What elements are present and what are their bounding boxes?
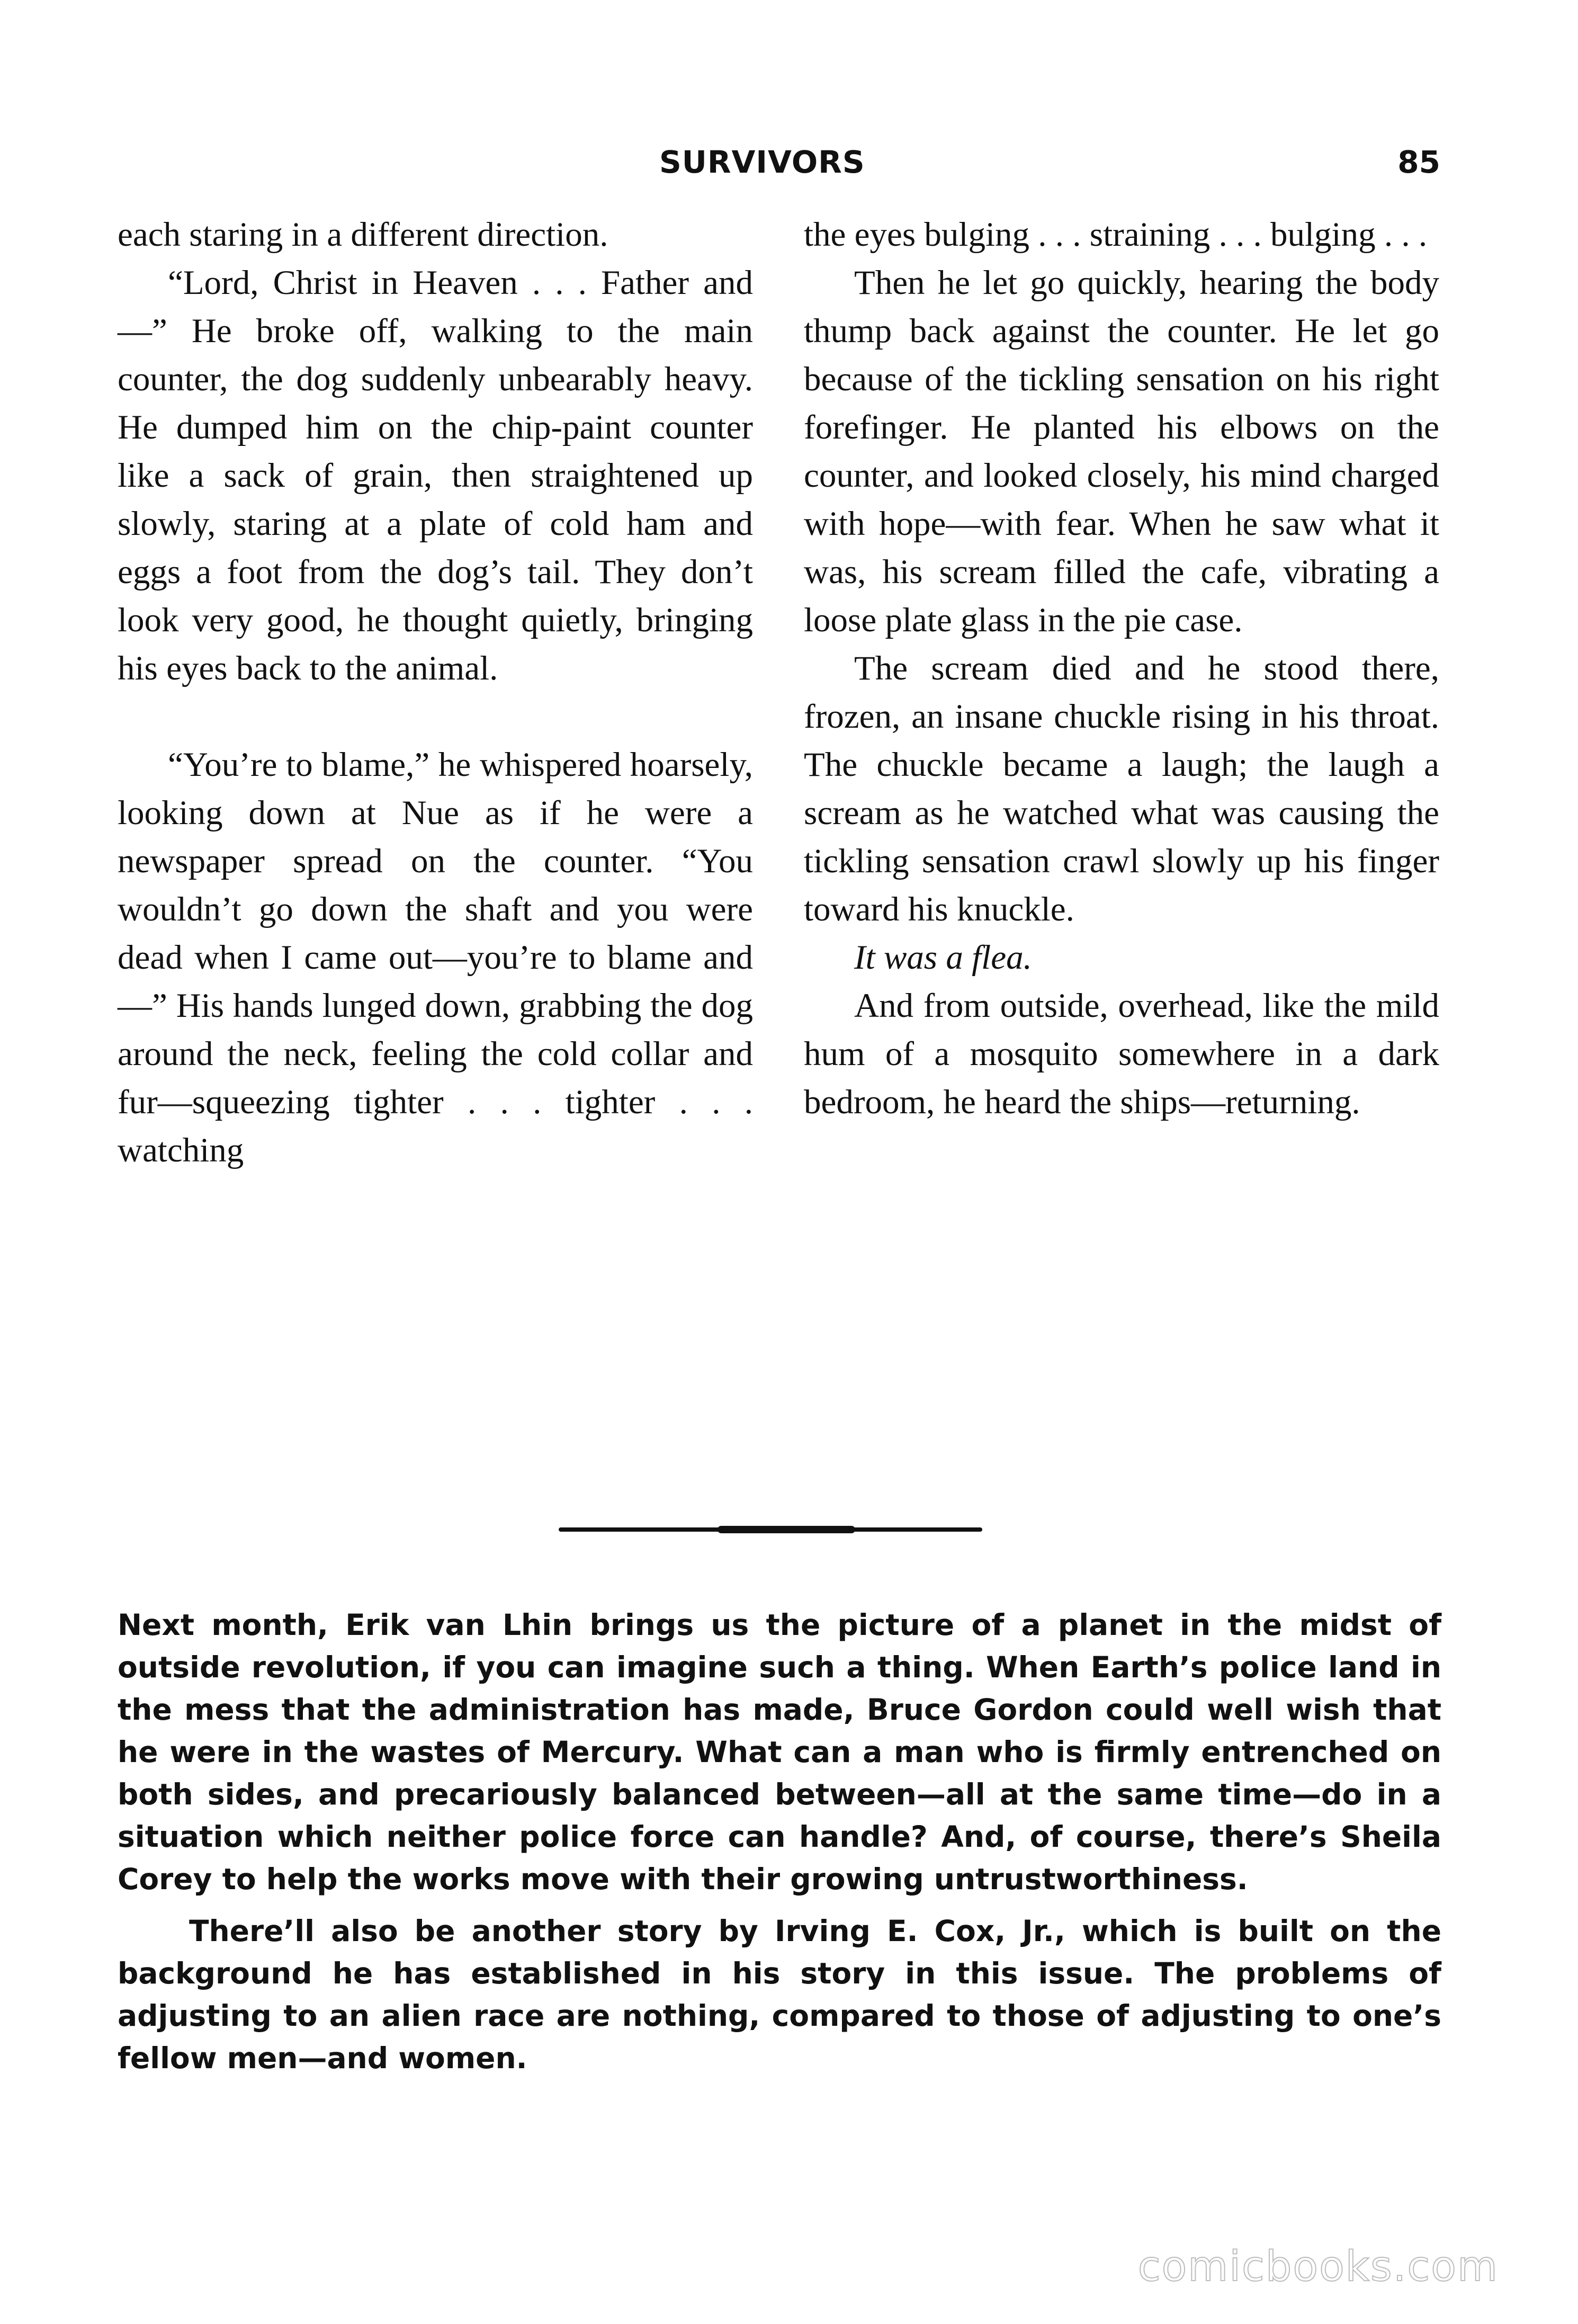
story-paragraph: each staring in a different direction. — [118, 216, 608, 254]
story-paragraph-italic: It was a flea. — [854, 938, 1032, 977]
section-divider-thick — [718, 1526, 855, 1533]
story-paragraph: the eyes bulging . . . straining . . . bulging . . . — [804, 216, 1428, 254]
blurb-paragraph: There’ll also be another story by Irving E. Cox, Jr., which is built on the background he has established in his story in this issue. The problems of adjusting to an alien race are nothing, compared to those of adjusting to one’s fellow men—and women. — [118, 1914, 1441, 2075]
story-column-left — [118, 211, 753, 1175]
blurb-paragraph: Next month, Erik van Lhin brings us the picture of a planet in the midst of outside revolution, if you can imagine such a thing. When Earth’s police land in the mess that the administration has made, Bruce Gordon could well wish that he were in the wastes of Mercury. What can a man who is firmly entrenched on both sides, and precariously balanced between—all at the same time—do in a situation which neither police force can handle? And, of course, there’s Sheila Corey to help the works move with their growing untrustworthiness. — [118, 1608, 1441, 1896]
page-number: 85 — [1397, 144, 1440, 180]
story-paragraph: And from outside, overhead, like the mild hum of a mosquito somewhere in a dark bedroom, he heard the ships—returning. — [804, 987, 1439, 1121]
running-title: SURVIVORS — [659, 144, 865, 180]
story-paragraph: “You’re to blame,” he whispered hoarsely, looking down at Nue as if he were a newspaper spread on the counter. “You wouldn’t go down the shaft and you were dead when I came out—you’re to blame and—” His hands lunged down, grabbing the dog around the neck, feeling the cold collar and fur—squeezing tighter . . . tighter . . . watching — [118, 746, 753, 1169]
section-divider — [559, 1527, 982, 1532]
watermark-logo: comicbooks.com — [1137, 2243, 1499, 2291]
next-month-blurb — [118, 1604, 1441, 2079]
story-paragraph: The scream died and he stood there, frozen, an insane chuckle rising in his throat. The chuckle became a laugh; the laugh a scream as he watched what was causing the tickling sensation crawl slowly up his finger toward his knuckle. — [804, 649, 1439, 928]
story-paragraph: Then he let go quickly, hearing the body thump back against the counter. He let go because of the tickling sensation on his right forefinger. He planted his elbows on the counter, and looked closely, his mind charged with hope—with fear. When he saw what it was, his scream filled the cafe, vibrating a loose plate glass in the pie case. — [804, 264, 1439, 639]
story-column-right — [804, 211, 1439, 1127]
running-head — [635, 144, 1440, 202]
story-paragraph: “Lord, Christ in Heaven . . . Father and—” He broke off, walking to the main counter, the dog suddenly unbearably heavy. He dumped him on the chip-paint counter like a sack of grain, then straightened up slowly, staring at a plate of cold ham and eggs a foot from the dog’s tail. They don’t look very good, he thought quietly, bringing his eyes back to the animal. — [118, 264, 753, 687]
